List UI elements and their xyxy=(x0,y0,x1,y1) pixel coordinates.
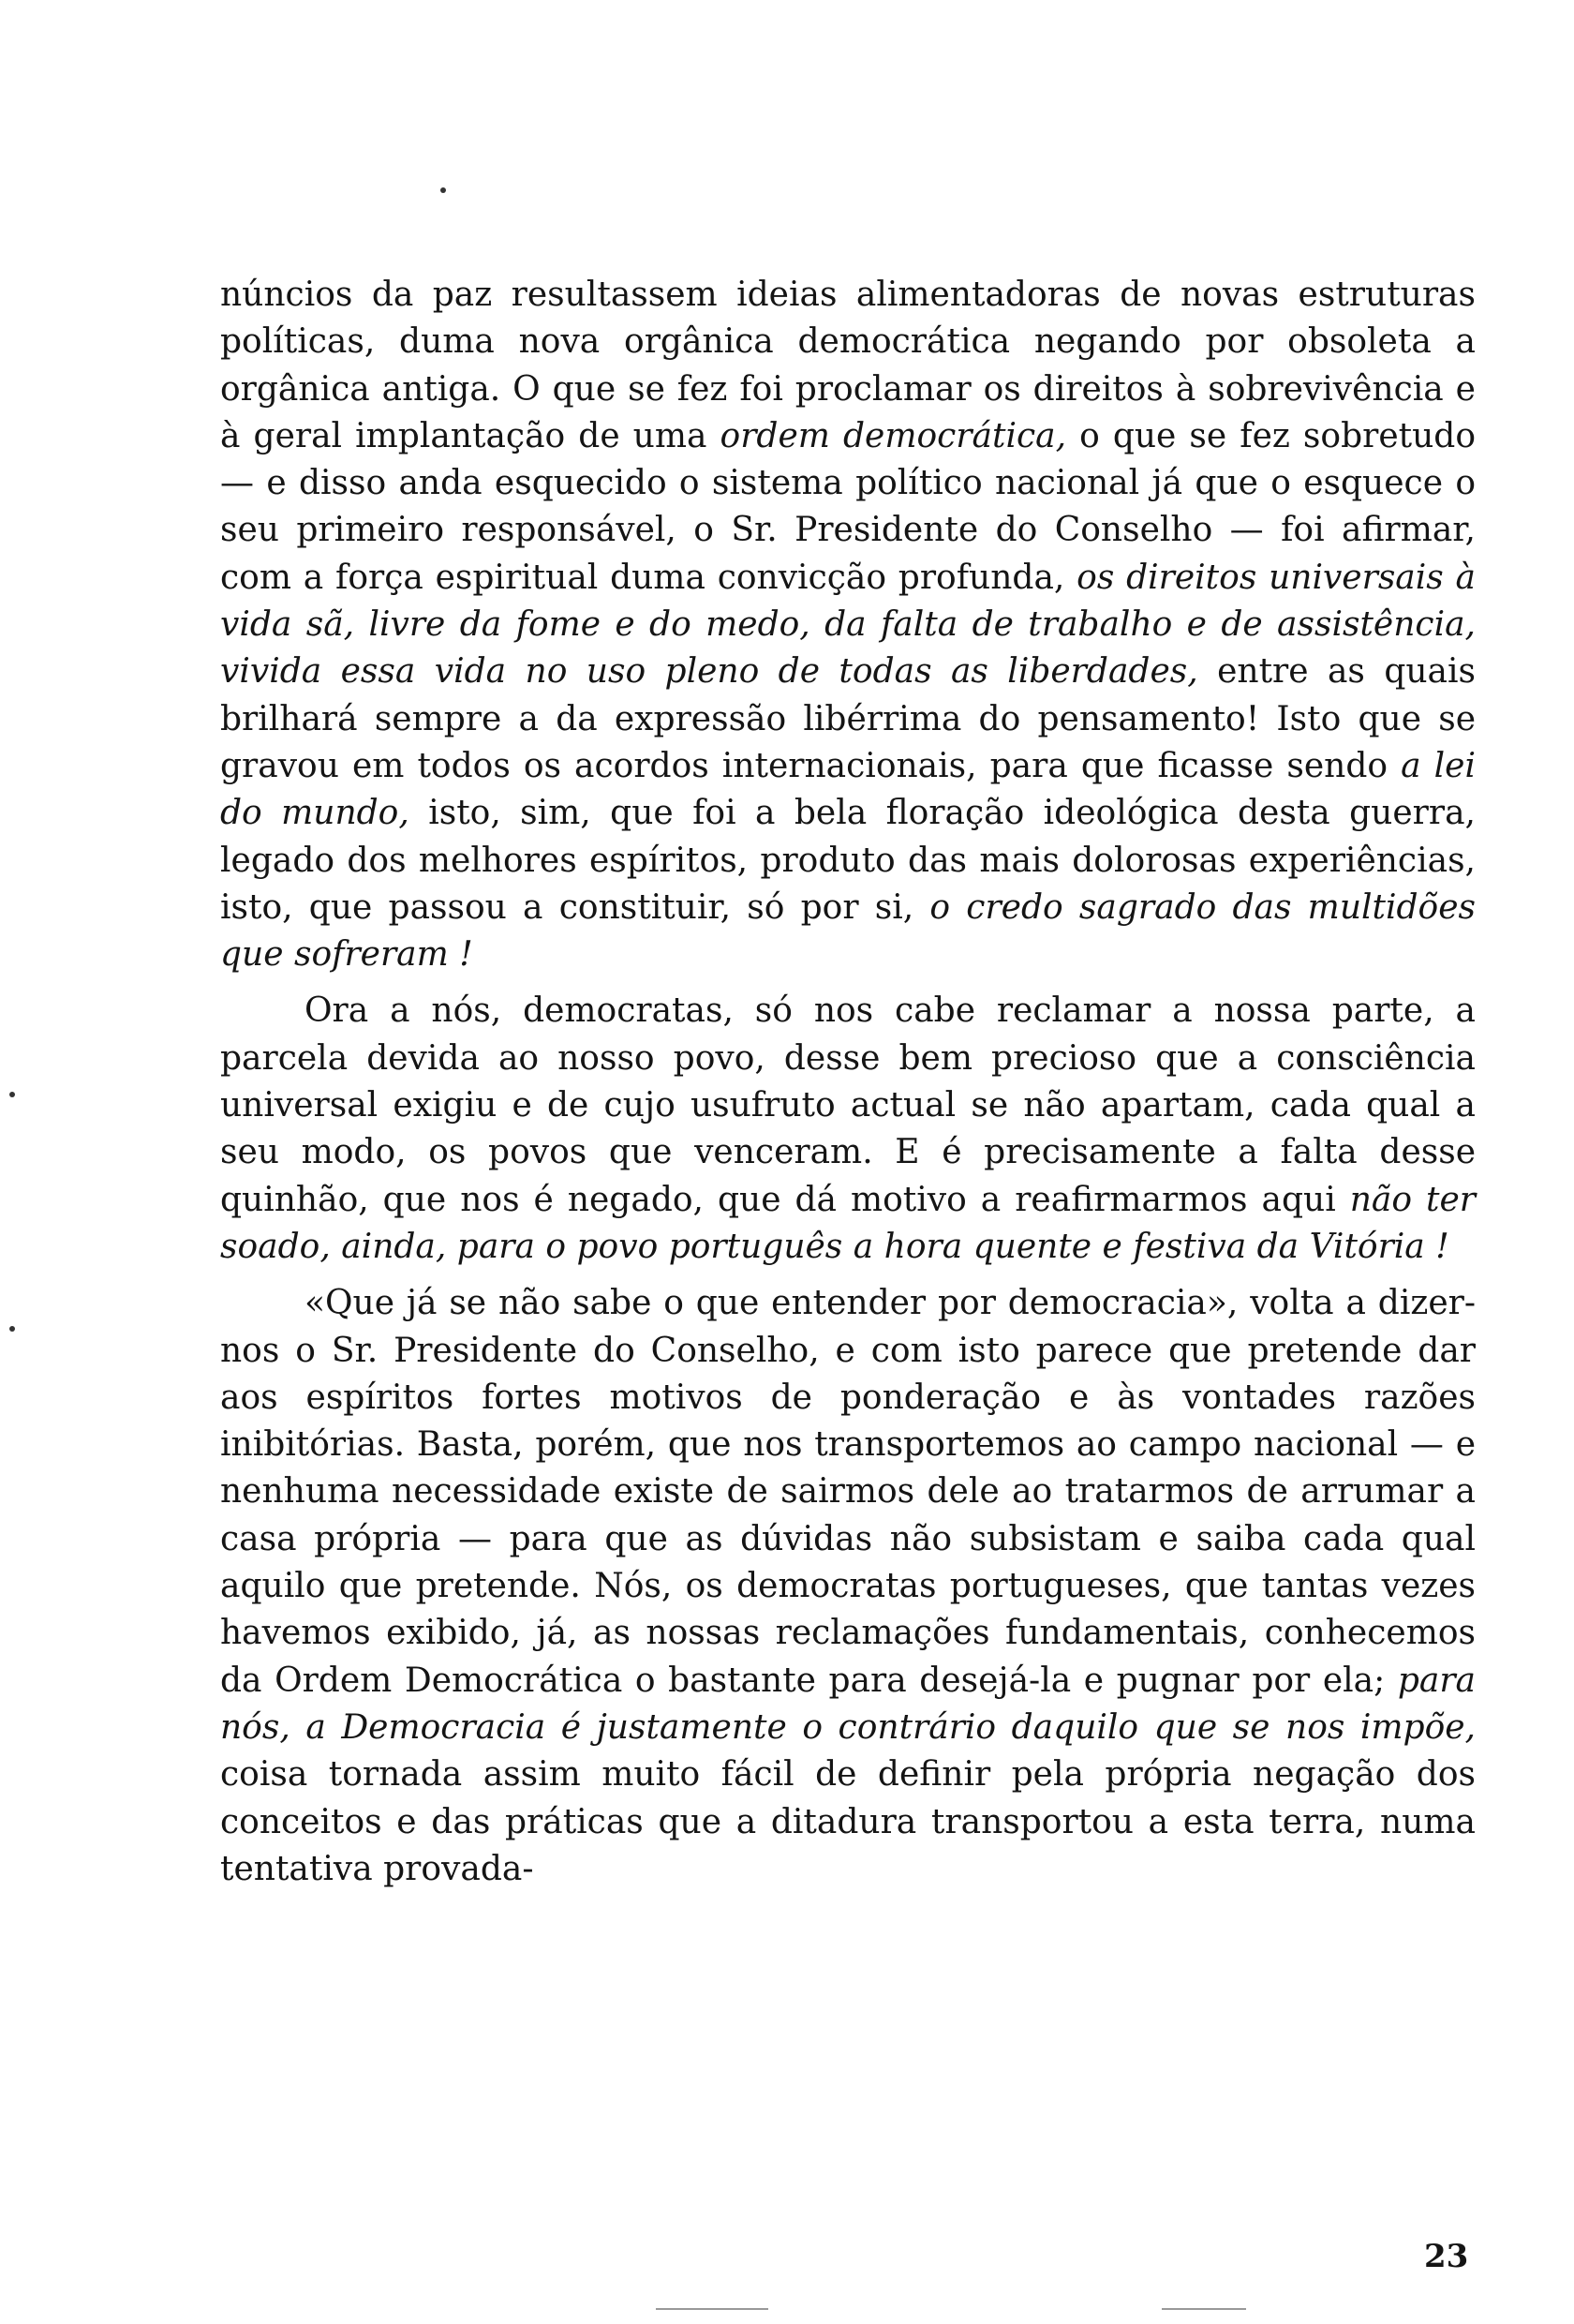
scan-speck xyxy=(440,187,446,193)
text-run: «Que já se não sabe o que entender por democracia», volta a dizer-nos o Sr. Presidente do Conselho, e com isto parece que pretende dar aos espíritos fortes motivos de ponderação e às vontades razões inibitórias. Basta, porém, que nos transportemos ao campo nacional — e nenhuma necessidade existe de sairmos dele ao tratarmos de arrumar a casa própria — para que as dúvidas não subsistam e saiba cada qual aquilo que pretende. Nós, os democratas portugueses, que tantas vezes havemos exibido, já, as nossas reclamações fundamentais, conhecemos da Ordem Democrática o bastante para desejá-la e pugnar por ela; xyxy=(220,1284,1476,1700)
page-number: 23 xyxy=(1424,2238,1469,2275)
italic-run: não ter soado, ainda, para o povo português a hora quente e festiva da Vitória ! xyxy=(220,1180,1476,1266)
scan-smudge xyxy=(656,2308,768,2310)
paragraph-1 xyxy=(220,272,1476,978)
italic-run: ordem democrática, xyxy=(720,416,1067,455)
text-run: o que se fez sobretudo — e disso anda esquecido o sistema político nacional já que o esquece o seu primeiro responsável, o Sr. Presidente do Conselho — foi afirmar, com a força espiritual duma convicção profunda, xyxy=(220,416,1477,597)
paragraph-3 xyxy=(220,1280,1476,1893)
text-run: isto, sim, que foi a bela floração ideológica desta guerra, legado dos melhores espíritos, produto das mais dolorosas experiências, isto, que passou a constituir, só por si, xyxy=(220,794,1476,927)
italic-run: o credo sagrado das multidões que sofreram ! xyxy=(220,887,1477,975)
body-text xyxy=(220,272,1476,1893)
italic-run: os direitos universais à vida sã, livre da fome e do medo, da falta de trabalho e de assistência, vivida essa vida no uso pleno de todas as liberdades, xyxy=(220,558,1476,692)
italic-run: a lei do mundo, xyxy=(220,746,1476,833)
scan-speck xyxy=(9,1326,15,1332)
text-run: Ora a nós, democratas, só nos cabe reclamar a nossa parte, a parcela devida ao nosso povo, desse bem precioso que a consciência universal exigiu e de cujo usufruto actual se não apartam, cada qual a seu modo, os povos que venceram. E é precisamente a falta desse quinhão, que nos é negado, que dá motivo a reafirmarmos aqui xyxy=(220,991,1476,1219)
text-run: entre as quais brilhará sempre a da expressão libérrima do pensamento! Isto que se gravou em todos os acordos internacionais, para que ficasse sendo xyxy=(220,652,1476,785)
paragraph-2 xyxy=(220,988,1476,1271)
scan-speck xyxy=(9,1092,15,1097)
italic-run: para nós, a Democracia é justamente o contrário daquilo que se nos impõe, xyxy=(220,1661,1476,1747)
scan-smudge xyxy=(1162,2308,1246,2310)
text-run: núncios da paz resultassem ideias alimentadoras de novas estruturas políticas, duma nova orgânica democrática negando por obsoleta a orgânica antiga. O que se fez foi proclamar os direitos à sobrevivência e à geral implantação de uma xyxy=(220,276,1476,455)
text-run: coisa tornada assim muito fácil de definir pela própria negação dos conceitos e das práticas que a ditadura transportou a esta terra, numa tentativa provada- xyxy=(220,1755,1476,1888)
